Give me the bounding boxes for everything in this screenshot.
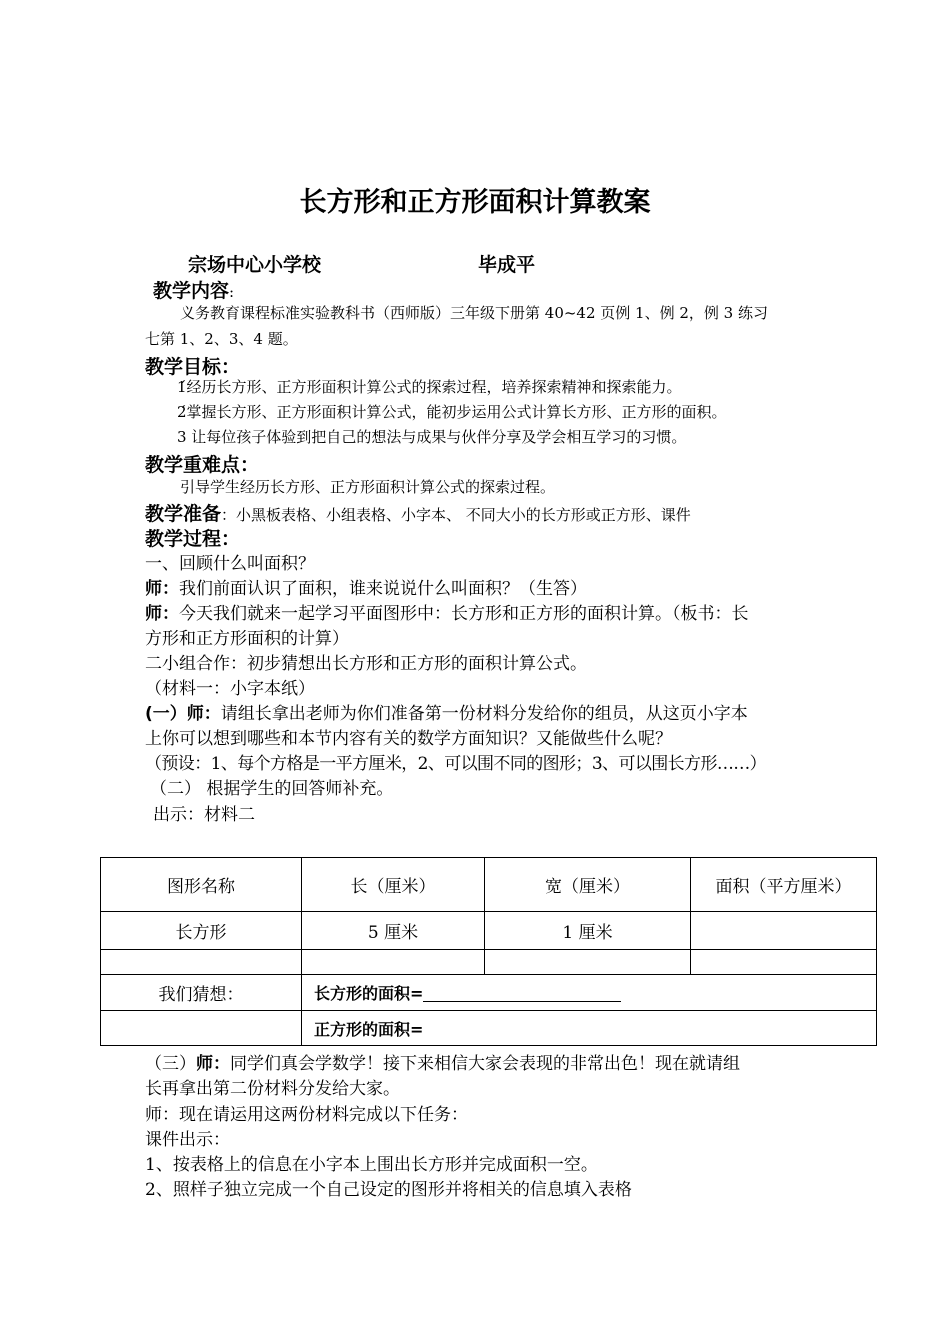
table-header-cell: 长（厘米） — [302, 858, 485, 912]
process-line-14: 2、照样子独立完成一个自己设定的图形并将相关的信息填入表格 — [145, 1180, 632, 1200]
guess-label-cell: 我们猜想： — [101, 975, 302, 1011]
process-line-12: 课件出示： — [145, 1130, 230, 1150]
square-formula-label: 正方形的面积= — [314, 1019, 424, 1039]
section-three-prefix: （三） — [145, 1054, 196, 1074]
process-line-3 — [145, 599, 749, 624]
process-line-7: （预设：1、每个方格是一平方厘米，2、可以围不同的图形；3、可以围长方形……） — [145, 754, 767, 774]
content-line-1: 义务教育课程标准实验教科书（西师版）三年级下册第 40~42 页例 1、例 2，例 3 练习 — [180, 304, 768, 322]
process-line-9: 出示：材料二 — [153, 805, 255, 825]
goal-2: 2́掌握长方形、正方形面积计算公式，能初步运用公式计算长方形、正方形的面积。 — [177, 403, 727, 421]
process-line-6-cont: 上你可以想到哪些和本节内容有关的数学方面知识？又能做些什么呢？ — [145, 729, 672, 749]
table-cell — [691, 950, 877, 975]
table-cell — [101, 1011, 302, 1046]
document-title: 长方形和正方形面积计算教案 — [299, 187, 651, 218]
key-text: 引导学生经历长方形、正方形面积计算公式的探索过程。 — [180, 478, 556, 496]
content-line-2: 七第 1、2、3、4 题。 — [145, 330, 298, 348]
table-header-row — [101, 858, 877, 912]
process-line-1: 一、回顾什么叫面积？ — [145, 554, 315, 574]
process-heading: 教学过程： — [145, 528, 241, 550]
table-cell: 1 厘米 — [485, 912, 691, 950]
table-header-cell: 图形名称 — [101, 858, 302, 912]
section-one-label: (一）师： — [145, 704, 221, 724]
answer-blank-line — [423, 1001, 621, 1002]
prep-heading: 教学准备 — [145, 503, 222, 525]
table-header-cell: 宽（厘米） — [485, 858, 691, 912]
table-row — [101, 912, 877, 950]
teacher-label: 师： — [196, 1054, 230, 1074]
content-heading-line — [153, 276, 234, 303]
material-table — [100, 857, 877, 1046]
goals-heading: 教学目标： — [145, 356, 241, 378]
table-cell: 5 厘米 — [302, 912, 485, 950]
goal-3: 3 让每位孩子体验到把自己的想法与成果与伙伴分享及学会相互学习的习惯。 — [177, 428, 687, 446]
process-line-2 — [145, 574, 587, 599]
process-line-3-cont: 方形和正方形面积的计算） — [145, 629, 349, 649]
goal-1: 1́经历长方形、正方形面积计算公式的探索过程，培养探索精神和探索能力。 — [177, 378, 682, 396]
content-heading: 教学内容 — [153, 280, 230, 302]
process-line-5: （材料一：小字本纸） — [145, 679, 315, 699]
prep-line — [145, 499, 691, 526]
table-cell — [691, 912, 877, 950]
process-line-11: 师：现在请运用这两份材料完成以下任务： — [145, 1105, 468, 1125]
table-header-cell: 面积（平方厘米） — [691, 858, 877, 912]
square-formula-cell — [302, 1011, 877, 1046]
process-line-10 — [145, 1049, 740, 1074]
process-line-2-text: 我们前面认识了面积，谁来说说什么叫面积？（生答） — [179, 579, 587, 599]
table-cell — [302, 950, 485, 975]
teacher-label: 师： — [145, 604, 179, 624]
table-cell: 长方形 — [101, 912, 302, 950]
table-cell — [485, 950, 691, 975]
table-row — [101, 975, 877, 1011]
process-line-10-text: 同学们真会学数学！接下来相信大家会表现的非常出色！现在就请组 — [230, 1054, 740, 1074]
process-line-3-text: 今天我们就来一起学习平面图形中：长方形和正方形的面积计算。（板书：长 — [179, 604, 749, 624]
process-line-10-cont: 长再拿出第二份材料分发给大家。 — [145, 1079, 400, 1099]
process-line-6 — [145, 699, 748, 724]
school-name: 宗场中心小学校 — [188, 254, 322, 276]
prep-text: ：小黑板表格、小组表格、小字本、 不同大小的长方形或正方形、课件 — [221, 506, 691, 524]
process-line-4: 二小组合作：初步猜想出长方形和正方形的面积计算公式。 — [145, 654, 587, 674]
process-line-8: （二） 根据学生的回答师补充。 — [150, 779, 394, 799]
table-row — [101, 1011, 877, 1046]
author-name: 毕成平 — [478, 254, 536, 276]
key-heading: 教学重难点： — [145, 454, 260, 476]
process-line-13: 1、按表格上的信息在小字本上围出长方形并完成面积一空。 — [145, 1155, 598, 1175]
process-line-6-text: 请组长拿出老师为你们准备第一份材料分发给你的组员，从这页小字本 — [220, 704, 748, 724]
rect-formula-cell — [302, 975, 877, 1011]
table-cell — [101, 950, 302, 975]
rect-formula-label: 长方形的面积= — [314, 984, 424, 1003]
content-colon: : — [229, 283, 235, 301]
teacher-label: 师： — [145, 579, 179, 599]
table-row — [101, 950, 877, 975]
